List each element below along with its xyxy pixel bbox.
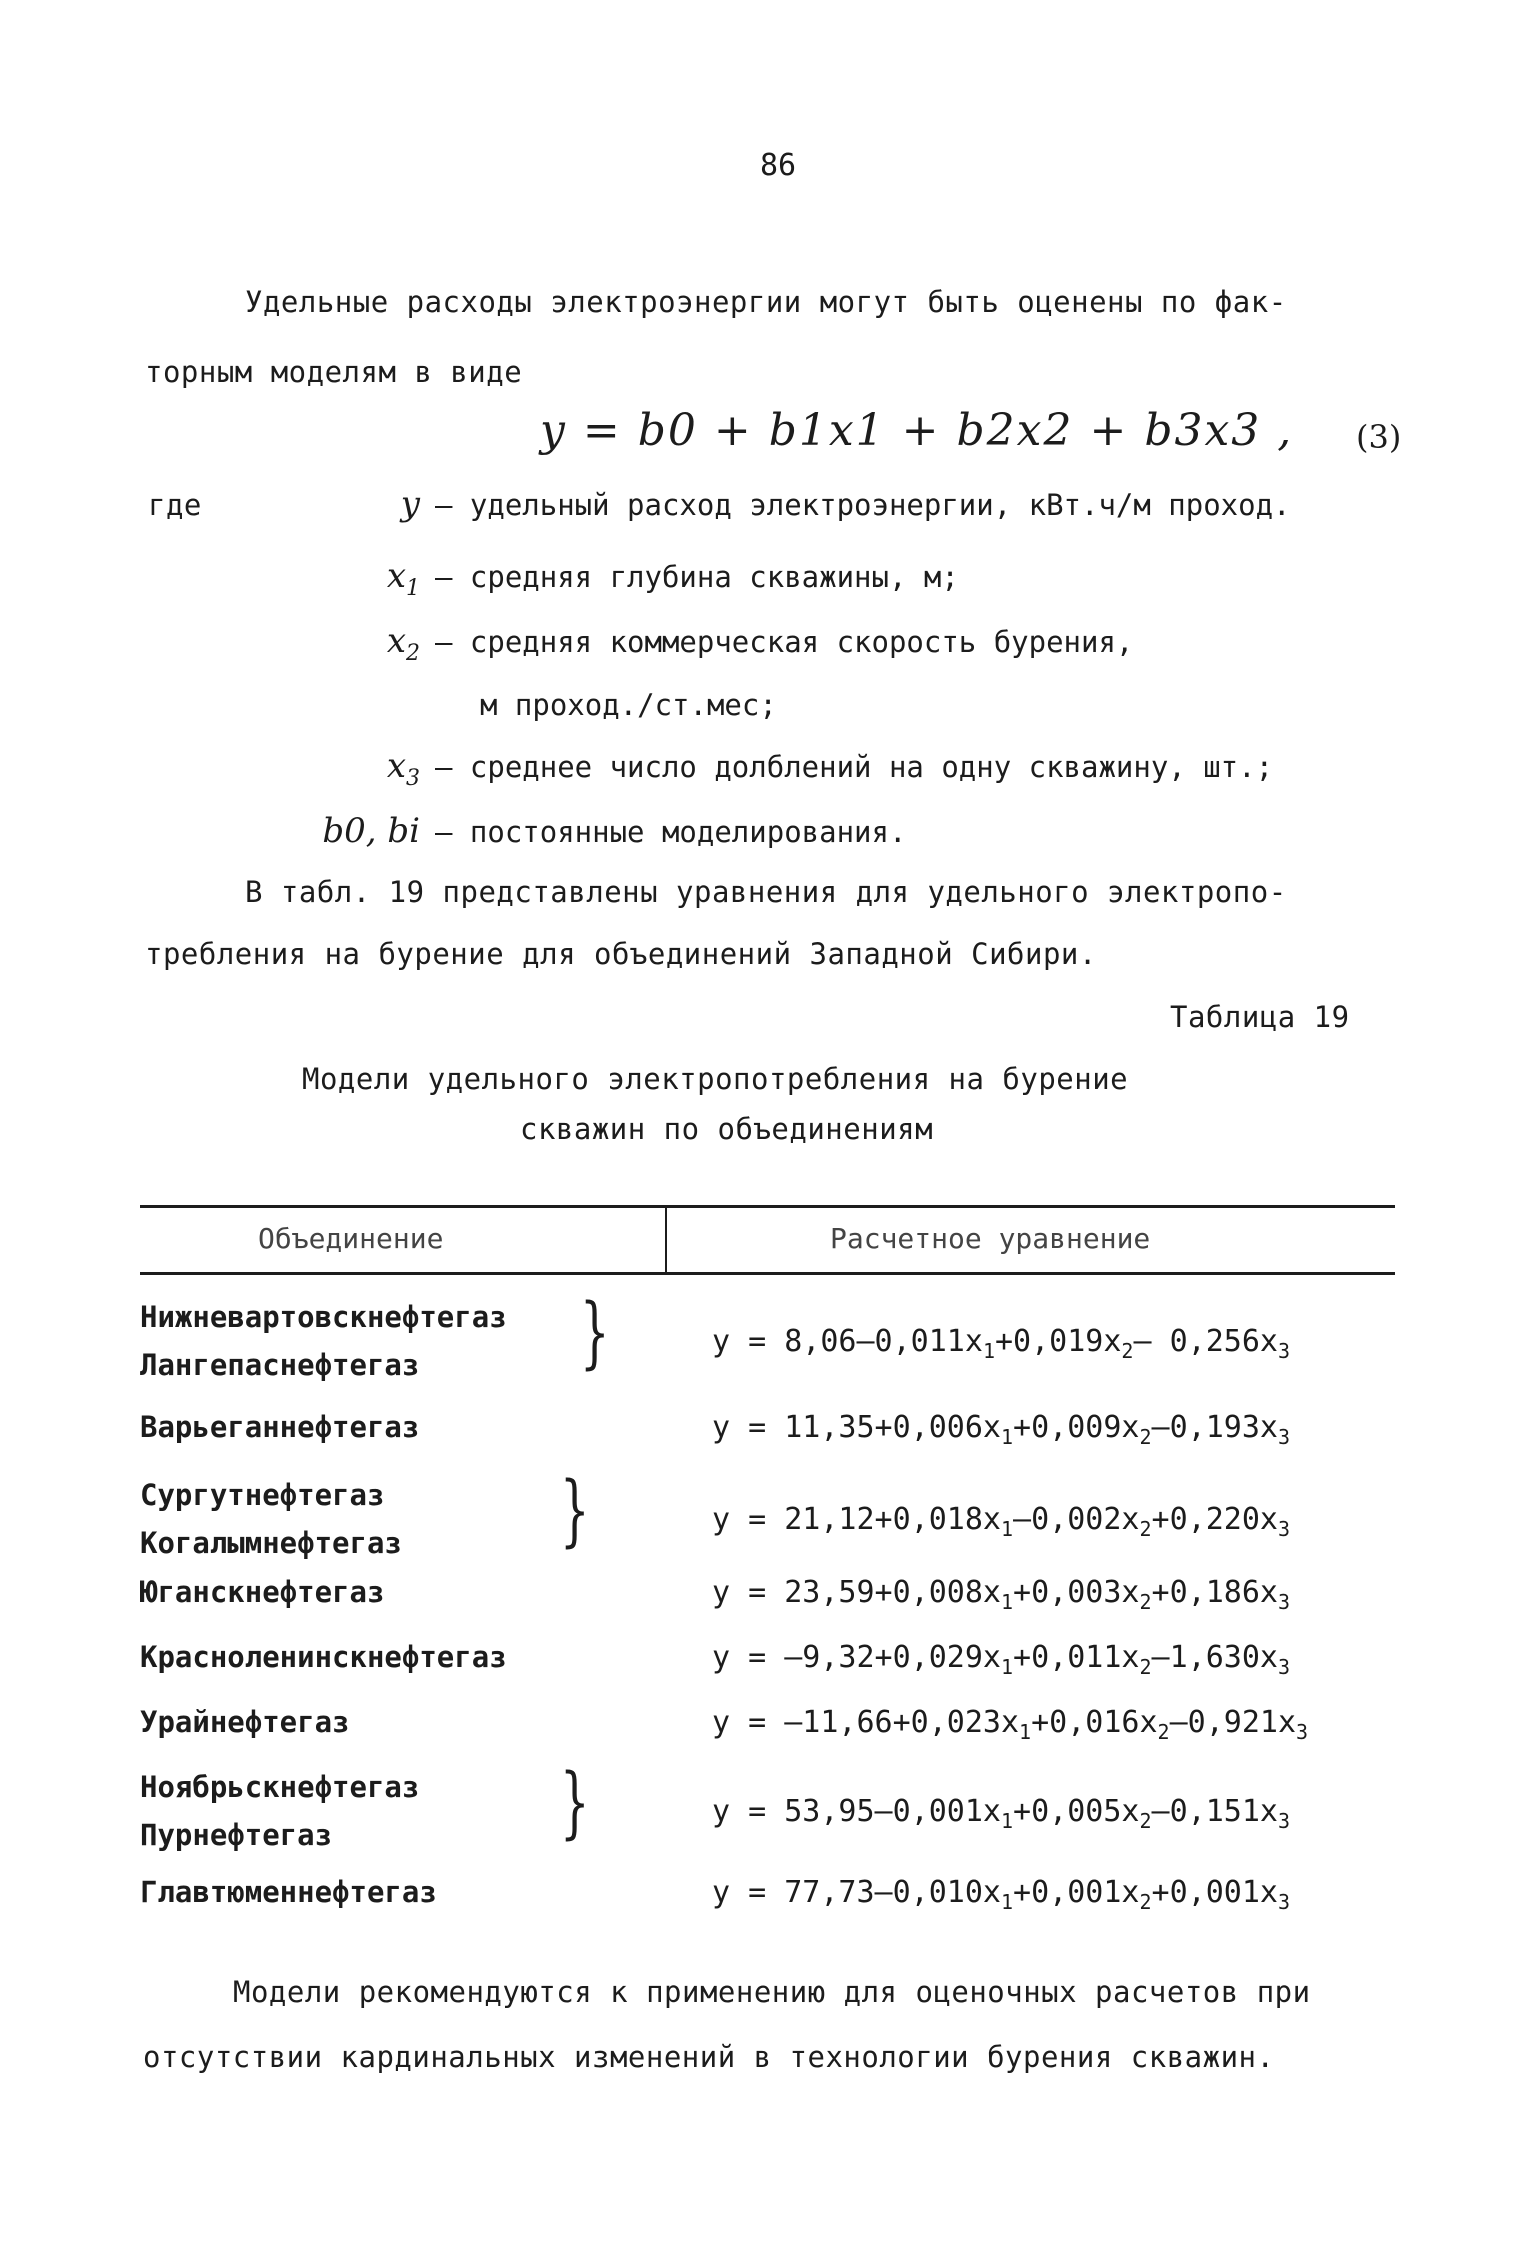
- equation-subscript: 2: [1139, 1517, 1152, 1541]
- definition-subscript: 1: [406, 575, 420, 601]
- grouping-brace: }: [559, 1758, 590, 1848]
- equation-subscript: 2: [1139, 1890, 1152, 1914]
- model-equation: $y = -11,66+0,023x_1+0,016x_2-0,921x_3$: [712, 1705, 1309, 1744]
- association-name: Сургутнефтегаз: [140, 1478, 385, 1512]
- definition-text: – постоянные моделирования.: [435, 815, 907, 849]
- definition-text: – средняя коммерческая скорость бурения,: [435, 625, 1134, 659]
- model-equation: $y = 77,73-0,010x_1+0,001x_2+0,001x_3$: [712, 1875, 1290, 1914]
- equation-subscript: 3: [1277, 1339, 1291, 1363]
- equation-subscript: 1: [1000, 1517, 1014, 1541]
- table-top-rule: [140, 1205, 1395, 1208]
- grouping-brace: }: [579, 1288, 610, 1378]
- equation-subscript: 1: [1000, 1890, 1014, 1914]
- table-caption-line-1: Модели удельного электропотребления на бурение: [302, 1062, 1129, 1096]
- paragraph-line-1: В табл. 19 представлены уравнения для удельного электропо-: [245, 875, 1287, 909]
- intro-line-2: торным моделям в виде: [145, 355, 523, 389]
- closing-line-1: Модели рекомендуются к применению для оценочных расчетов при: [233, 1975, 1311, 2009]
- regression-formula: y = b0 + b1x1 + b2x2 + b3x3 ,: [540, 405, 1294, 456]
- equation-subscript: 3: [1277, 1590, 1290, 1614]
- definition-symbol: $x_2$: [386, 621, 420, 666]
- association-name: Когалымнефтегаз: [140, 1526, 402, 1560]
- definition-subscript: 2: [406, 640, 420, 666]
- definition-symbol: $x_3$: [386, 746, 420, 791]
- association-name: Красноленинскнефтегаз: [140, 1640, 507, 1674]
- equation-subscript: 3: [1277, 1890, 1290, 1914]
- table-caption-line-2: скважин по объединениям: [520, 1112, 934, 1146]
- header-equation: Расчетное уравнение: [830, 1222, 1151, 1255]
- intro-line-1: Удельные расходы электроэнергии могут быть оценены по фак-: [245, 285, 1287, 319]
- closing-line-2: отсутствии кардинальных изменений в технологии бурения скважин.: [143, 2040, 1275, 2074]
- association-name: Нижневартовскнефтегаз: [140, 1300, 507, 1334]
- equation-subscript: 1: [1000, 1425, 1014, 1449]
- table-label: Таблица 19: [1170, 1000, 1350, 1034]
- model-equation: $y = 53,95-0,001x_1+0,005x_2-0,151x_3$: [712, 1794, 1290, 1833]
- equation-subscript: 3: [1277, 1655, 1290, 1679]
- association-name: Лангепаснефтегаз: [140, 1348, 420, 1382]
- equation-subscript: 1: [982, 1339, 995, 1363]
- equation-subscript: 2: [1157, 1720, 1170, 1744]
- association-name: Ноябрьскнефтегаз: [140, 1770, 420, 1804]
- equation-subscript: 1: [1000, 1809, 1014, 1833]
- equation-subscript: 2: [1139, 1655, 1152, 1679]
- equation-subscript: 3: [1277, 1809, 1290, 1833]
- model-equation: $y = 11,35+0,006x_1+0,009x_2-0,193x_3$: [712, 1410, 1290, 1449]
- model-equation: $y = 8,06-0,011x_1+0,019x_2-$ $0,256x_3$: [712, 1324, 1291, 1363]
- where-label: где: [148, 488, 202, 522]
- equation-subscript: 2: [1139, 1425, 1152, 1449]
- header-association: Объединение: [258, 1222, 444, 1255]
- definition-text: – средняя глубина скважины, м;: [435, 560, 959, 594]
- equation-number: (3): [1356, 418, 1402, 456]
- equation-subscript: 3: [1296, 1720, 1309, 1744]
- association-name: Варьеганнефтегаз: [140, 1410, 420, 1444]
- equation-subscript: 3: [1277, 1517, 1290, 1541]
- table-header-divider: [665, 1205, 667, 1273]
- association-name: Юганскнефтегаз: [140, 1575, 385, 1609]
- equation-subscript: 3: [1277, 1425, 1290, 1449]
- definition-text: – среднее число долблений на одну скважину, шт.;: [435, 750, 1274, 784]
- equation-subscript: 2: [1121, 1339, 1134, 1363]
- paragraph-line-2: требления на бурение для объединений Западной Сибири.: [145, 937, 1097, 971]
- equation-subscript: 2: [1139, 1590, 1152, 1614]
- definition-symbol: y: [400, 484, 420, 524]
- equation-subscript: 1: [1000, 1590, 1014, 1614]
- definition-symbol: b0, bi: [322, 811, 420, 851]
- association-name: Урайнефтегаз: [140, 1705, 350, 1739]
- equation-subscript: 1: [1000, 1655, 1014, 1679]
- definition-text: м проход./ст.мес;: [480, 688, 777, 722]
- model-equation: $y = -9,32+0,029x_1+0,011x_2-1,630x_3$: [712, 1640, 1290, 1679]
- model-equation: $y = 23,59+0,008x_1+0,003x_2+0,186x_3$: [712, 1575, 1290, 1614]
- model-equation: $y = 21,12+0,018x_1-0,002x_2+0,220x_3$: [712, 1502, 1290, 1541]
- association-name: Пурнефтегаз: [140, 1818, 333, 1852]
- definition-text: – удельный расход электроэнергии, кВт.ч/м проход.: [435, 488, 1291, 522]
- equation-subscript: 1: [1019, 1720, 1032, 1744]
- association-name: Главтюменнефтегаз: [140, 1875, 437, 1909]
- page-number: 86: [760, 148, 797, 183]
- grouping-brace: }: [559, 1466, 590, 1556]
- definition-symbol: $x_1$: [386, 556, 420, 601]
- equation-subscript: 2: [1139, 1809, 1152, 1833]
- definition-subscript: 3: [406, 765, 420, 791]
- table-header-rule: [140, 1272, 1395, 1275]
